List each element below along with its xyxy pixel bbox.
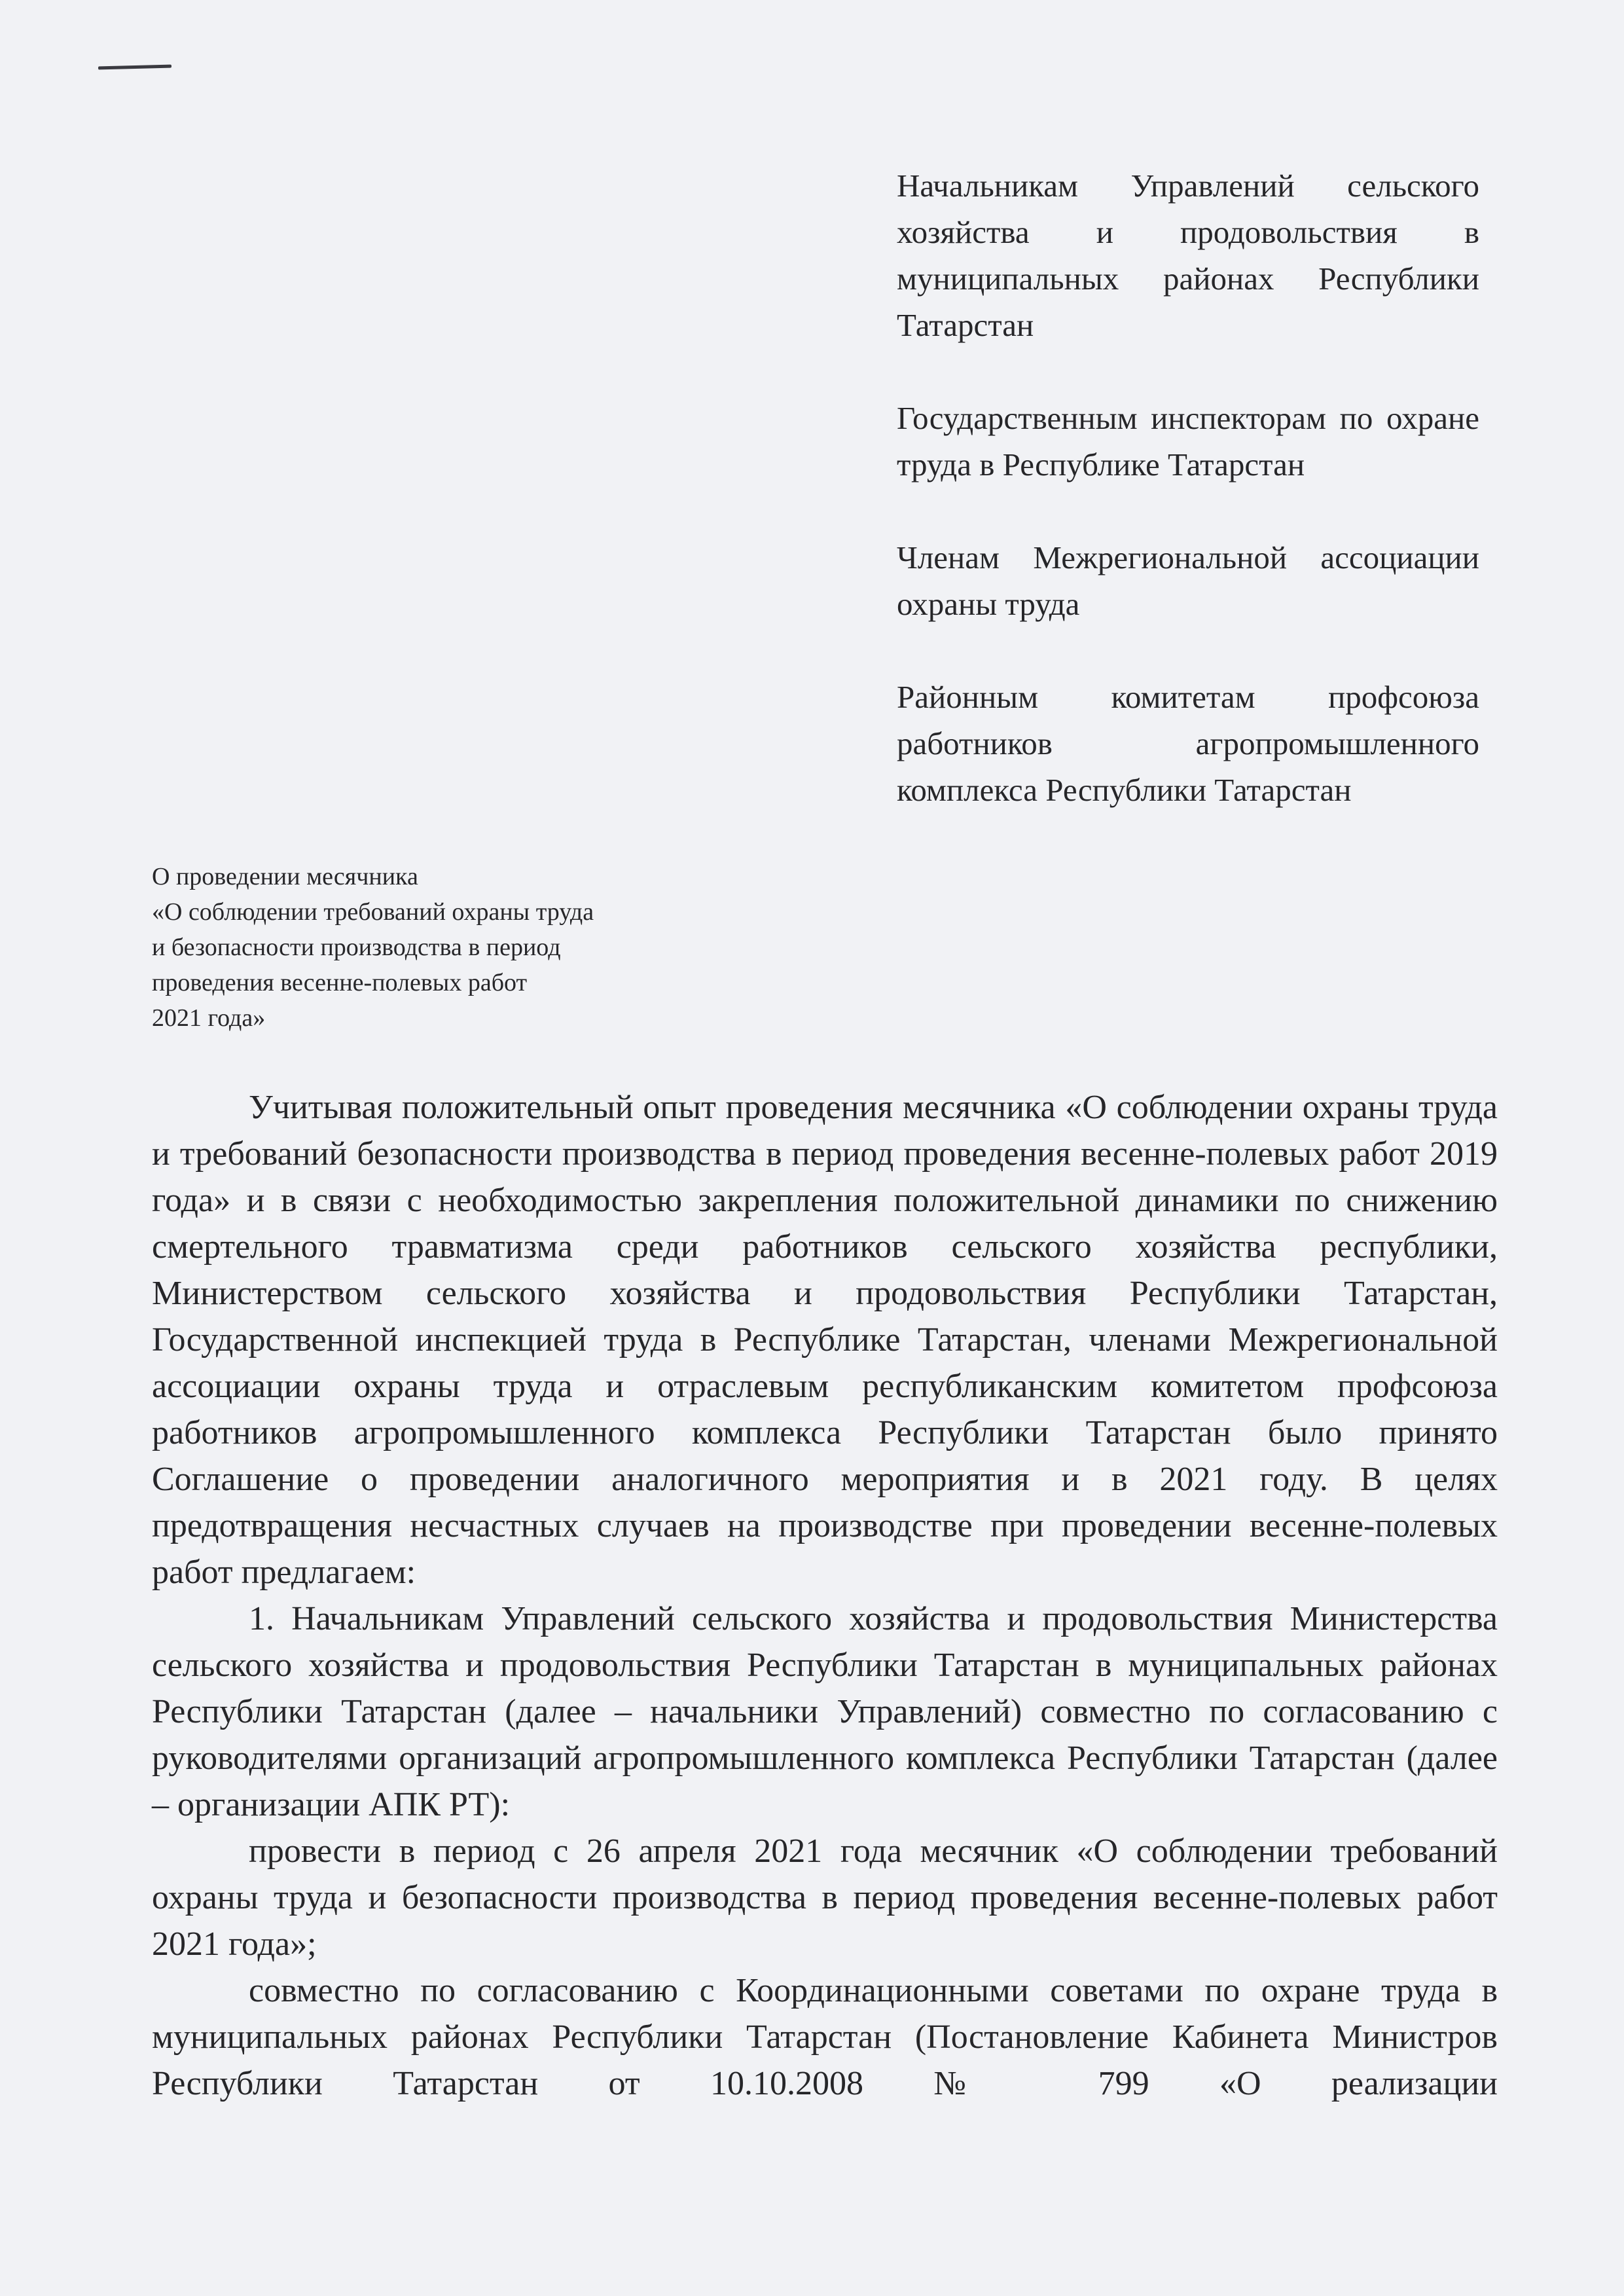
subject-line: О проведении месячника: [152, 863, 418, 890]
subject-line: 2021 года»: [152, 1004, 266, 1032]
subject-line: и безопасности производства в период: [152, 934, 561, 961]
body-paragraph-intro: Учитывая положительный опыт проведения месячника «О соблюдении охраны труда и требований безопасности производства в период проведения весенне-полевых работ 2019 года» и в связи с необходимостью закрепления положительной динамики по снижению смертельного травматизма среди работников сельского хозяйства республики, Министерством сельского хозяйства и продовольствия Республики Татарстан, Государственной инспекцией труда в Республике Татарстан, членами Межрегиональной ассоциации охраны труда и отраслевым республиканским комитетом профсоюза работников агропромышленного комплекса Республики Татарстан было принято Соглашение о проведении аналогичного мероприятия и в 2021 году. В целях предотвращения несчастных случаев на производстве при проведении весенне-полевых работ предлагаем:: [152, 1089, 1498, 1591]
addressee-block: [897, 162, 1479, 860]
subject-line: «О соблюдении требований охраны труда: [152, 898, 594, 926]
addressee-trade-union-committees: Районным комитетам профсоюза работников агропромышленного комплекса Республики Татарстан: [897, 679, 1479, 808]
subject-line: проведения весенне-полевых работ: [152, 969, 528, 996]
letter-subject: [152, 859, 741, 1036]
body-paragraph-item-1: 1. Начальникам Управлений сельского хозяйства и продовольствия Министерства сельского хозяйства и продовольствия Республики Татарстан в муниципальных районах Республики Татарстан (далее – начальники Управлений) совместно по согласованию с руководителями организаций агропромышленного комплекса Республики Татарстан (далее – организации АПК РТ):: [152, 1600, 1498, 1823]
letter-body: [152, 1084, 1498, 2107]
body-paragraph-coordination: совместно по согласованию с Координационными советами по охране труда в муниципальных районах Республики Татарстан (Постановление Кабинета Министров Республики Татарстан от 10.10.2008 № 799 «О реализации: [152, 1972, 1498, 2102]
body-paragraph-conduct-month: провести в период с 26 апреля 2021 года месячник «О соблюдении требований охраны труда и безопасности производства в период проведения весенне-полевых работ 2021 года»;: [152, 1832, 1498, 1963]
addressee-agriculture-departments: Начальникам Управлений сельского хозяйства и продовольствия в муниципальных районах Республики Татарстан: [897, 168, 1479, 343]
addressee-labor-safety-association: Членам Межрегиональной ассоциации охраны труда: [897, 539, 1479, 622]
corner-dash-mark: [98, 65, 171, 70]
addressee-labor-inspectors: Государственным инспекторам по охране труда в Республике Татарстан: [897, 400, 1479, 483]
